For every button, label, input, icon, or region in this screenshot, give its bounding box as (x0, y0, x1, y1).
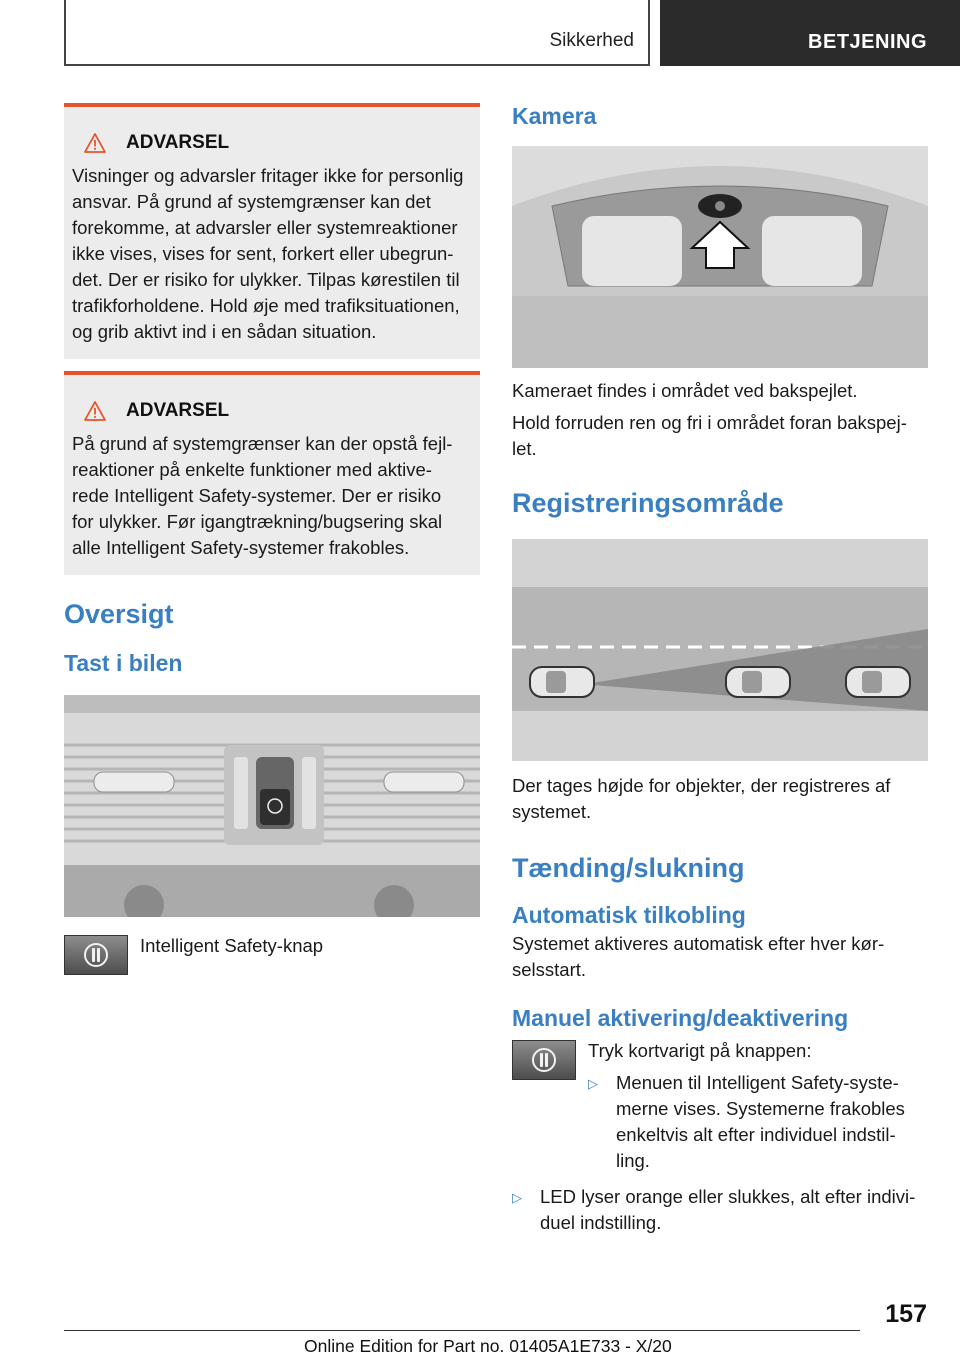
heading-manuel-aktivering: Manuel aktivering/deaktivering (512, 1005, 849, 1031)
header-section-box (64, 0, 650, 66)
bullet-triangle-icon: ▷ (588, 1076, 598, 1091)
detection-range-diagram (512, 539, 928, 761)
warning-title: ADVARSEL (126, 400, 230, 421)
heading-kamera: Kamera (512, 103, 597, 129)
footer-edition-text: Online Edition for Part no. 01405A1E733 - X/20 (304, 1336, 672, 1356)
warning-text: Visninger og advarsler fritager ikke for personlig ansvar. På grund af systemgrænser kan det forekomme, at advarsler eller systemreaktioner ikke vises, vises for sent, forkert eller ubegrun‐ det. Der er risiko for ulykker. Tilpas kørestilen til trafikforholdene. Hold øje med trafiksituationen, og grib aktivt ind i en sådan situation. (72, 165, 464, 342)
auto-paragraph: Systemet aktiveres automatisk efter hver kør‐ selsstart. (512, 933, 885, 980)
dashboard-button-photo (64, 695, 480, 917)
warning-title: ADVARSEL (126, 132, 230, 153)
registrering-paragraph: Der tages højde for objekter, der registreres af systemet. (512, 775, 891, 822)
warning-text: På grund af systemgrænser kan der opstå fejl‐ reaktioner på enkelte funktioner med aktive‐ rede Intelligent Safety-systemer. Der er risiko for ulykker. Før igangtrækning/bugsering skal alle Intelligent Safety-systemer frakobles. (72, 433, 453, 558)
left-column (64, 103, 480, 975)
button-caption-row (64, 935, 480, 975)
heading-oversigt: Oversigt (64, 599, 174, 629)
heading-registreringsomraade: Registreringsområde (512, 488, 784, 518)
intelligent-safety-button-icon (512, 1040, 576, 1080)
warning-box-2 (64, 371, 480, 575)
camera-location-photo (512, 146, 928, 368)
manuel-intro: Tryk kortvarigt på knappen: (588, 1040, 812, 1061)
warning-box-1 (64, 103, 480, 359)
right-column (512, 103, 928, 1236)
footer-divider (64, 1330, 860, 1331)
heading-automatisk-tilkobling: Automatisk tilkobling (512, 902, 746, 928)
header-chapter-title: BETJENING (808, 31, 927, 53)
bullet-item-2: ▷ LED lyser orange eller slukkes, alt efter indivi‐ duel indstilling. (512, 1184, 928, 1236)
button-caption: Intelligent Safety-knap (140, 935, 324, 956)
manuel-row (512, 1038, 928, 1174)
kamera-paragraph-1: Kameraet findes i området ved bakspejlet. (512, 380, 858, 401)
kamera-paragraph-2: Hold forruden ren og fri i området foran bakspej‐ let. (512, 412, 907, 459)
heading-taending-slukning: Tænding/slukning (512, 853, 745, 883)
header-chapter-tab (660, 0, 960, 66)
bullet-triangle-icon: ▷ (512, 1190, 522, 1205)
warning-icon (84, 401, 106, 421)
warning-icon (84, 133, 106, 153)
heading-tast-i-bilen: Tast i bilen (64, 650, 183, 676)
page-number: 157 (885, 1300, 927, 1328)
intelligent-safety-button-icon (64, 935, 128, 975)
bullet-item-1: ▷ Menuen til Intelligent Safety-syste‐ merne vises. Systemerne frakobles enkeltvis alt efter individuel indstil‐ ling. (588, 1070, 905, 1174)
header-section-title: Sikkerhed (549, 30, 634, 51)
